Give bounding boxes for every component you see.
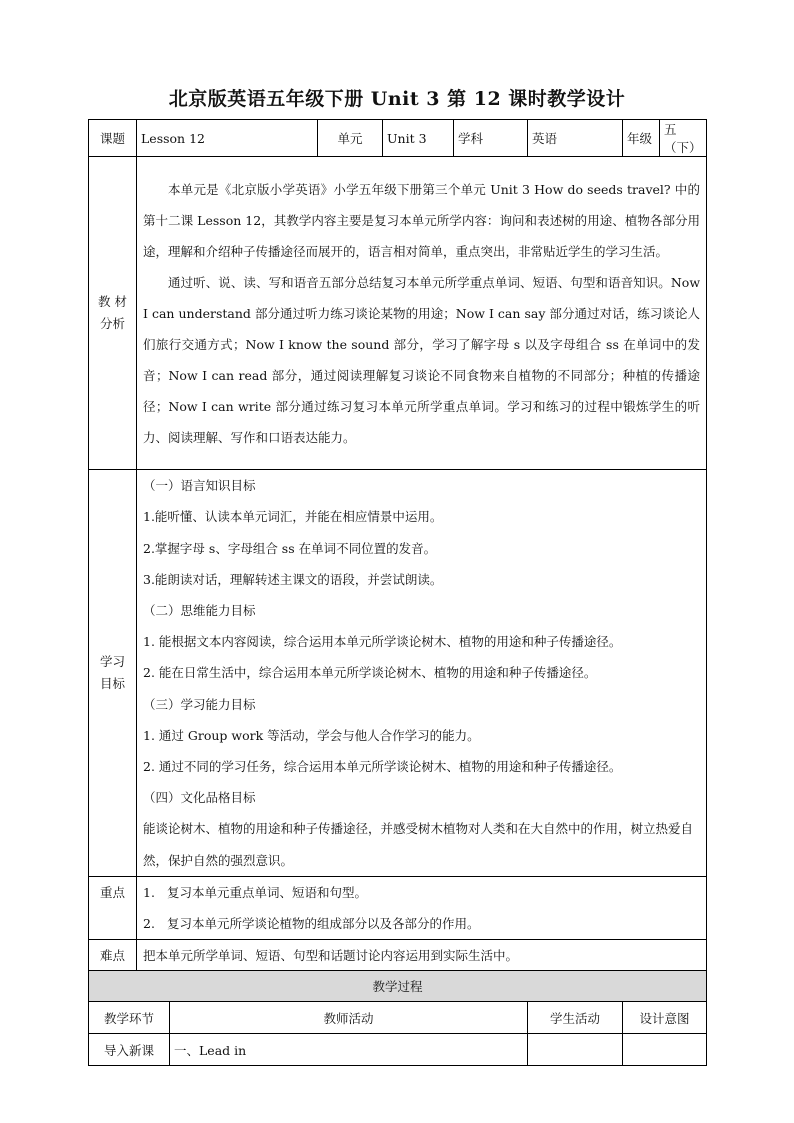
objective-line: （四）文化品格目标 (143, 790, 256, 806)
unit-value: Unit 3 (383, 120, 454, 157)
analysis-label-line1: 教 材 (98, 294, 127, 309)
objective-line: 3.能朗读对话，理解转述主课文的语段，并尝试朗读。 (143, 571, 443, 587)
process-design-purpose (623, 1034, 707, 1066)
process-col-stage: 教学环节 (89, 1002, 170, 1034)
objective-line: （一）语言知识目标 (143, 478, 256, 494)
grade-value: 五（下） (660, 120, 707, 157)
analysis-label (89, 157, 137, 470)
key-point-number: 1. (143, 885, 155, 900)
process-columns-row (89, 1002, 707, 1034)
objectives-label (89, 470, 137, 877)
key-point-item (143, 877, 700, 908)
document-title: 北京版英语五年级下册 Unit 3 第 12 课时教学设计 (168, 88, 626, 110)
key-points-row (89, 877, 707, 940)
process-row (89, 1034, 707, 1066)
process-header-row (89, 971, 707, 1002)
objective-line: 1.能听懂、认读本单元词汇，并能在相应情景中运用。 (143, 509, 443, 525)
key-points-content (137, 877, 707, 940)
analysis-content (137, 157, 707, 470)
difficulty-label: 难点 (89, 940, 137, 971)
objectives-content (137, 470, 707, 877)
analysis-row (89, 157, 707, 470)
process-header: 教学过程 (89, 971, 707, 1002)
objective-line: （三）学习能力目标 (143, 696, 256, 712)
process-teacher-activity: 一、Lead in (170, 1034, 528, 1066)
objectives-label-line2: 目标 (99, 676, 125, 691)
objectives-label-line1: 学习 (99, 654, 125, 669)
key-points-label: 重点 (89, 877, 137, 940)
objective-line: 2. 通过不同的学习任务，综合运用本单元所学谈论树木、植物的用途和种子传播途径。 (143, 759, 622, 774)
objective-line: （二）思维能力目标 (143, 602, 256, 618)
key-point-text: 复习本单元所学谈论植物的组成部分以及各部分的作用。 (167, 916, 480, 932)
objective-line: 1. 通过 Group work 等活动，学会与他人合作学习的能力。 (143, 727, 480, 743)
objective-line: 2.掌握字母 s、字母组合 ss 在单词不同位置的发音。 (143, 540, 437, 556)
grade-label: 年级 (623, 120, 660, 157)
subject-value: 英语 (528, 120, 623, 157)
difficulty-text: 把本单元所学单词、短语、句型和话题讨论内容运用到实际生活中。 (137, 940, 707, 971)
process-col-student: 学生活动 (528, 1002, 623, 1034)
key-point-text: 复习本单元重点单词、短语和句型。 (167, 885, 368, 900)
process-col-teacher: 教师活动 (170, 1002, 528, 1034)
key-point-item (143, 908, 700, 939)
objectives-row (89, 470, 707, 877)
process-student-activity (528, 1034, 623, 1066)
difficulty-row (89, 940, 707, 971)
process-stage: 导入新课 (89, 1034, 170, 1066)
analysis-paragraph-2: 通过听、说、读、写和语音五部分总结复习本单元所学重点单词、短语、句型和语音知识。Now I can understand 部分通过听力练习谈论某物的用途；Now I can say 部分通过对话，练习谈论人们旅行交通方式；Now I know the sound 部分，学习了解字母 s 以及字母组合 ss 在单词中的发音；Now I can read 部分，通过阅读理解复习谈论不同食物来自植物的不同部分；种植的传播途径；Now I can write 部分通过练习复习本单元所学重点单词。学习和练习的过程中锻炼学生的听力、阅读理解、写作和口语表达能力。 (143, 274, 701, 445)
analysis-paragraph-1: 本单元是《北京版小学英语》小学五年级下册第三个单元 Unit 3 How do seeds travel? 中的第十二课 Lesson 12，其教学内容主要是复习本单元所学内容：询问和表述树的用途、植物各部分用途，理解和介绍种子传播途径而展开的，语言相对简单，重点突出，非常贴近学生的学习生活。 (143, 181, 701, 259)
topic-label: 课题 (89, 120, 137, 157)
objective-line: 1. 能根据文本内容阅读，综合运用本单元所学谈论树木、植物的用途和种子传播途径。 (143, 634, 622, 650)
key-point-number: 2. (143, 916, 155, 932)
objective-line: 能谈论树木、植物的用途和种子传播途径，并感受树木植物对人类和在大自然中的作用，树立热爱自然，保护自然的强烈意识。 (143, 821, 694, 868)
unit-label: 单元 (318, 120, 383, 157)
header-row (89, 120, 707, 157)
lesson-plan-table (88, 119, 707, 1066)
topic-value: Lesson 12 (137, 120, 318, 157)
objective-line: 2. 能在日常生活中，综合运用本单元所学谈论树木、植物的用途和种子传播途径。 (143, 665, 597, 681)
subject-label: 学科 (454, 120, 528, 157)
analysis-label-line2: 分析 (99, 316, 125, 331)
process-col-purpose: 设计意图 (623, 1002, 707, 1034)
